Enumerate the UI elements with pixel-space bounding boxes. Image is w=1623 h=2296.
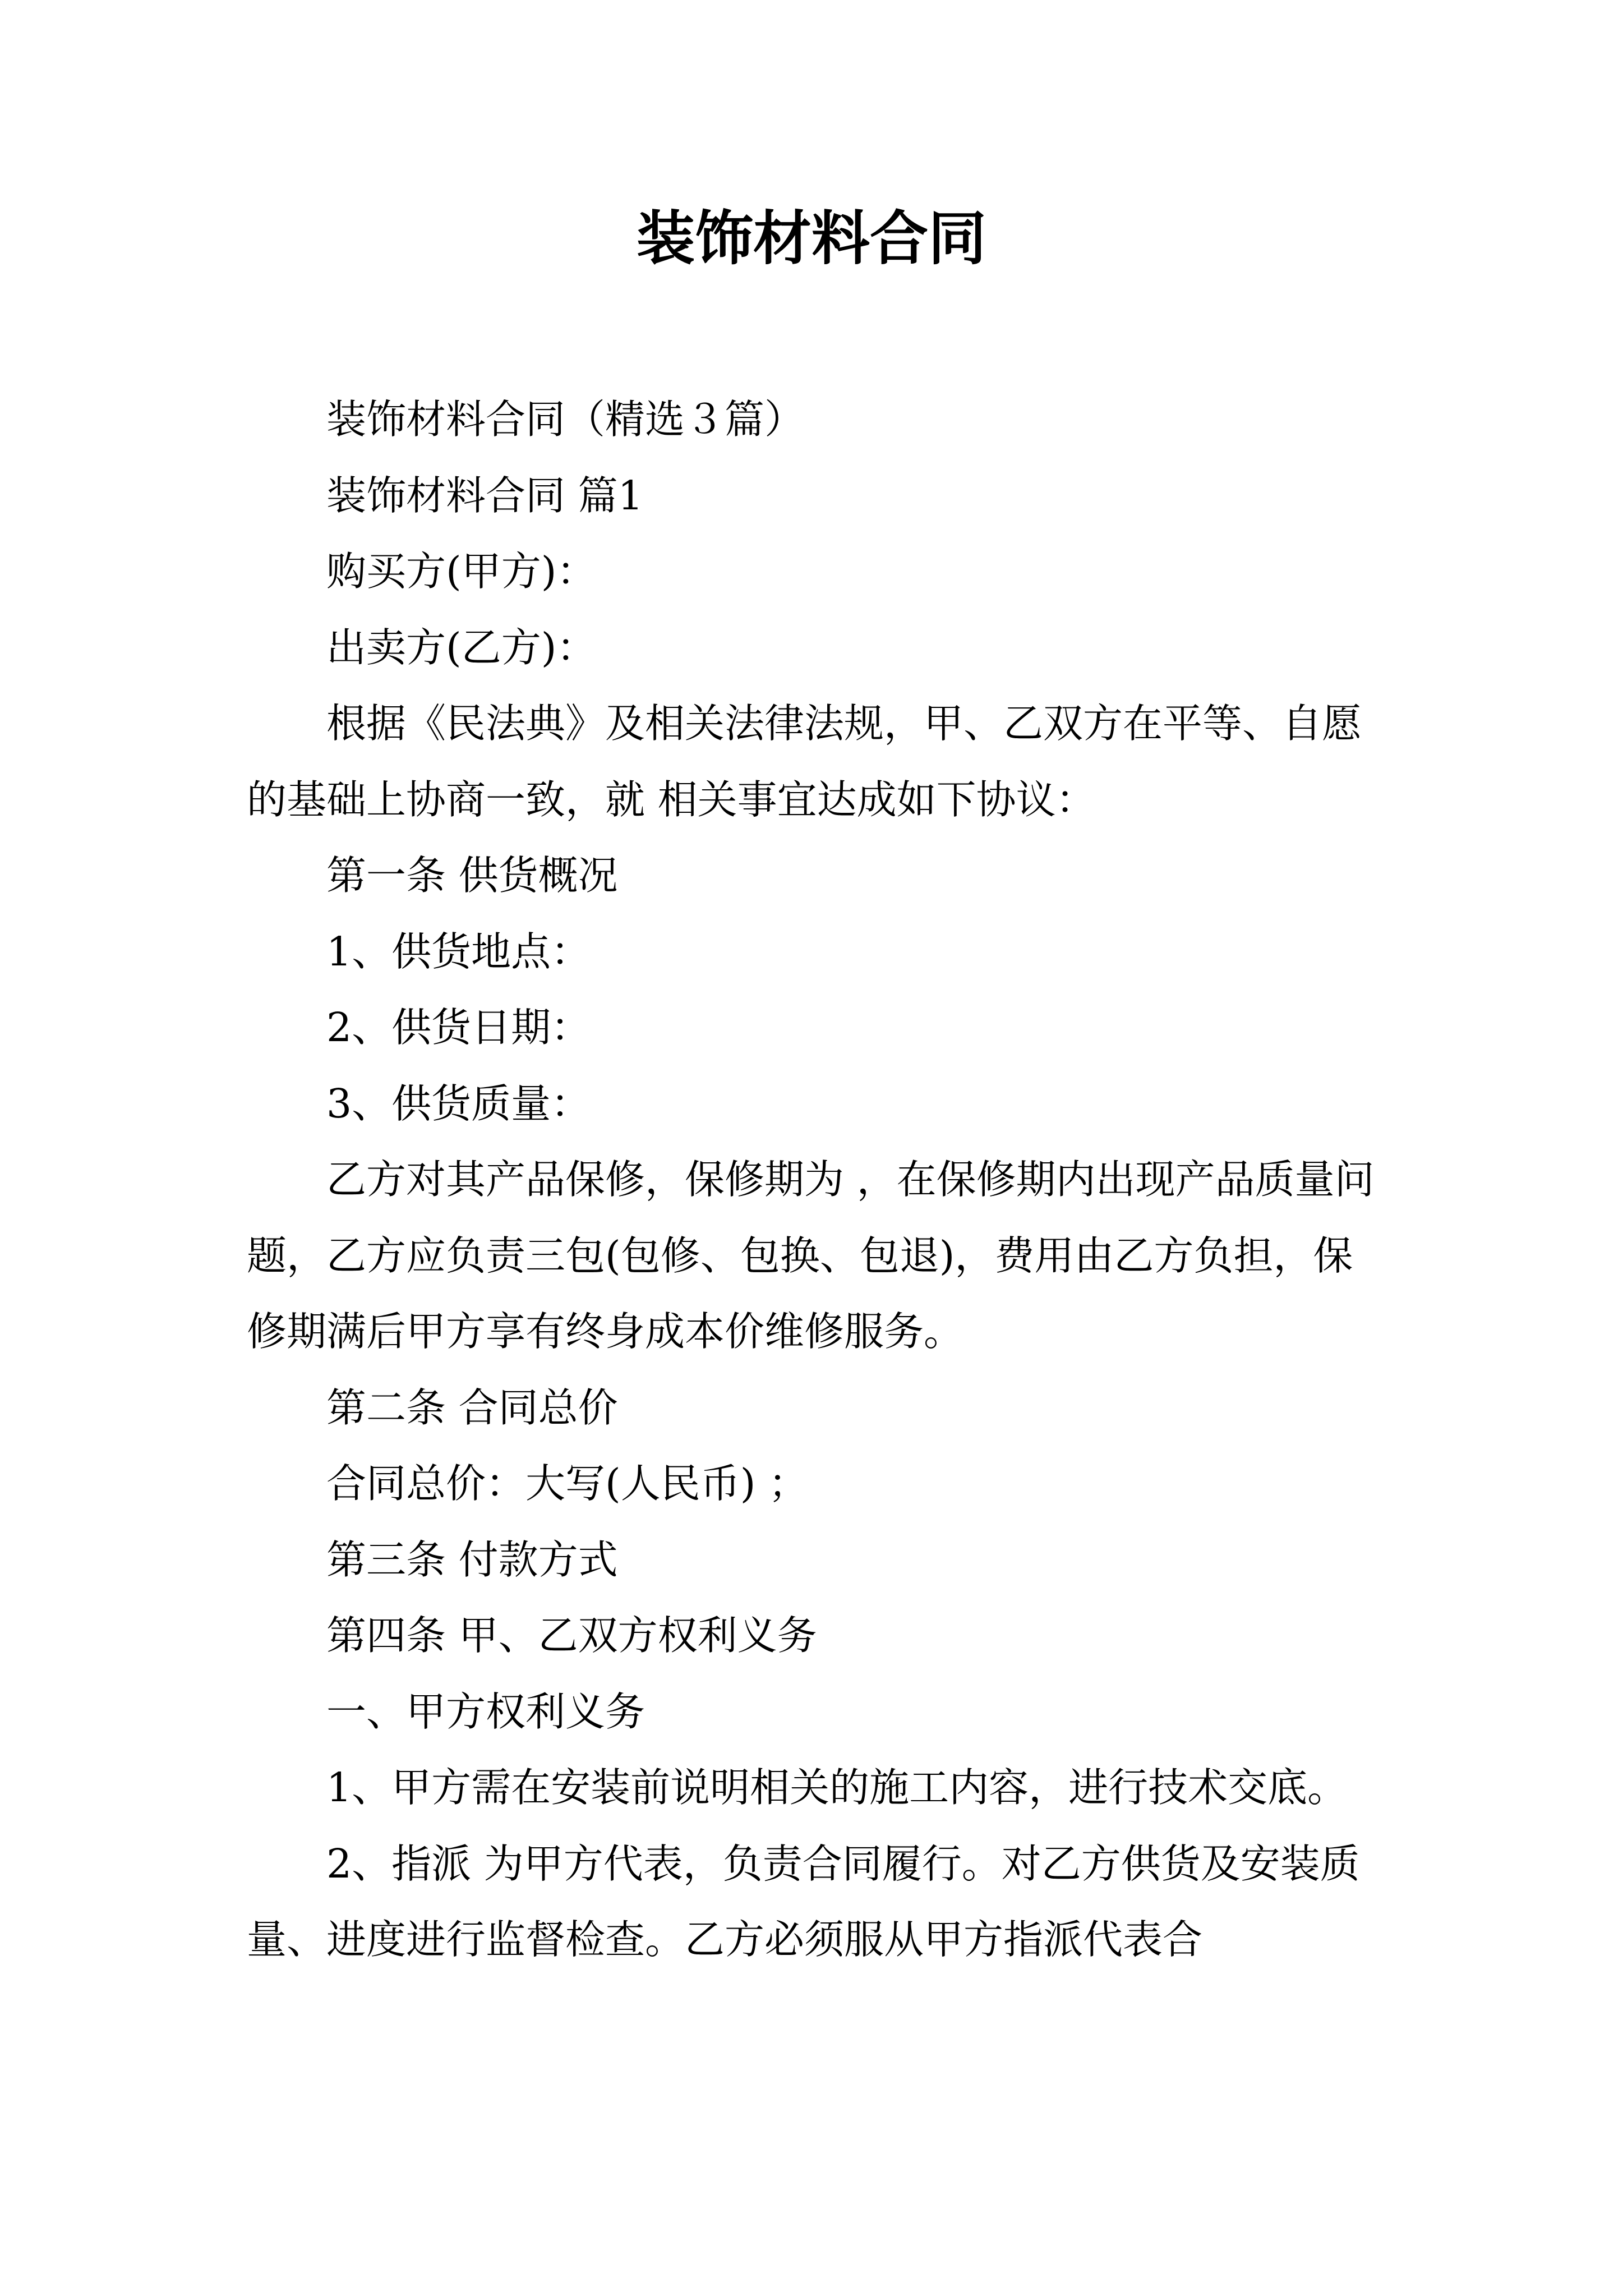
buyer-line: 购买方(甲方)： xyxy=(326,548,597,595)
article-2-heading: 第二条 合同总价 xyxy=(326,1384,618,1431)
subtitle-paragraph: 装饰材料合同（精选３篇） xyxy=(326,396,805,443)
preamble-paragraph: 根据《民法典》及相关法律法规，甲、乙双方在平等、自愿的基础上协商一致，就 相关事宜达成如下协议： xyxy=(247,700,1362,823)
supply-quality-line: 3、供货质量： xyxy=(326,1080,591,1127)
total-price-line: 合同总价：大写(人民币) ； xyxy=(326,1460,808,1507)
party-a-duty-2: 2、指派 为甲方代表，负责合同履行。对乙方供货及安装质量、进度进行监督检查。乙方必须服从甲方指派代表合 xyxy=(247,1840,1360,1963)
article-4-heading: 第四条 甲、乙双方权利义务 xyxy=(326,1612,817,1659)
document-body xyxy=(247,381,1385,1978)
document-title: 装饰材料合同 xyxy=(636,204,986,273)
seller-line: 出卖方(乙方)： xyxy=(326,624,597,671)
supply-location-line: 1、供货地点： xyxy=(326,928,591,975)
party-a-duties-heading: 一、甲方权利义务 xyxy=(326,1688,645,1735)
warranty-paragraph: 乙方对其产品保修，保修期为 ，在保修期内出现产品质量问题，乙方应负责三包(包修、包换、包退)，费用由乙方负担，保修期满后甲方享有终身成本价维修服务。 xyxy=(247,1156,1375,1355)
party-a-duty-1: 1、甲方需在安装前说明相关的施工内容，进行技术交底。 xyxy=(326,1764,1348,1811)
section-heading-part-1: 装饰材料合同 篇1 xyxy=(326,472,643,519)
supply-date-line: 2、供货日期： xyxy=(326,1004,591,1051)
article-1-heading: 第一条 供货概况 xyxy=(326,852,618,899)
article-3-heading: 第三条 付款方式 xyxy=(326,1536,618,1583)
